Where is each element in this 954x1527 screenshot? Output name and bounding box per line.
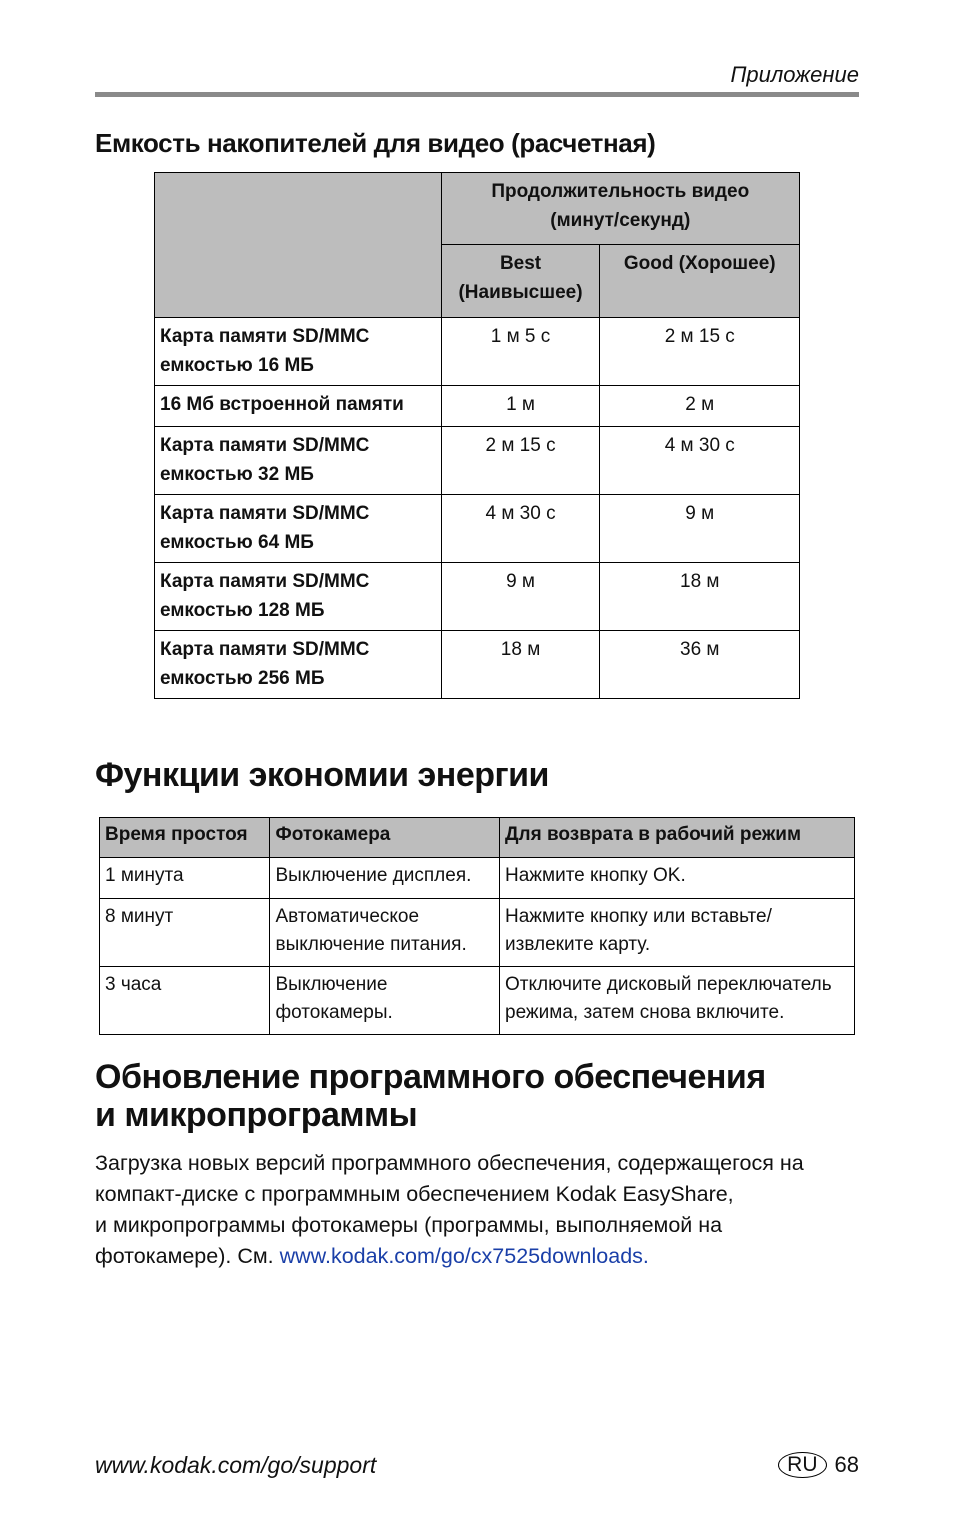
camera-cell: Выключение дисплея. <box>270 858 500 899</box>
table-row <box>155 386 800 427</box>
table-row <box>155 318 800 386</box>
running-header: Приложение <box>730 62 859 87</box>
best-value: 2 м 15 с <box>441 427 600 495</box>
best-value: 18 м <box>441 631 600 699</box>
best-value: 1 м <box>441 386 600 427</box>
table-row <box>155 563 800 631</box>
row-label: 16 Мб встроенной памяти <box>155 386 442 427</box>
table-row <box>100 858 855 899</box>
firmware-heading-line1: Обновление программного обеспечения <box>95 1058 766 1096</box>
row-label: Карта памяти SD/MMC емкостью 64 МБ <box>155 495 442 563</box>
paragraph-line: Загрузка новых версий программного обеспечения, содержащегося на <box>95 1151 804 1175</box>
firmware-heading <box>95 1058 766 1134</box>
empty-header-cell <box>155 173 442 318</box>
firmware-heading-line2: и микропрограммы <box>95 1096 418 1134</box>
return-column-header: Для возврата в рабочий режим <box>500 818 855 858</box>
idle-cell: 1 минута <box>100 858 270 899</box>
best-value: 9 м <box>441 563 600 631</box>
row-label: Карта памяти SD/MMC емкостью 16 МБ <box>155 318 442 386</box>
support-url: www.kodak.com/go/support <box>95 1452 377 1478</box>
best-column-header: Best (Наивысшее) <box>441 245 600 318</box>
table-row <box>155 631 800 699</box>
power-saving-heading: Функции экономии энергии <box>95 756 549 794</box>
good-value: 18 м <box>600 563 800 631</box>
paragraph-line <box>95 1241 855 1272</box>
header-divider <box>95 92 859 97</box>
downloads-link[interactable]: www.kodak.com/go/cx7525downloads. <box>279 1244 649 1268</box>
duration-header: Продолжительность видео (минут/секунд) <box>441 173 799 245</box>
row-label: Карта памяти SD/MMC емкостью 256 МБ <box>155 631 442 699</box>
paragraph-line: и микропрограммы фотокамеры (программы, выполняемой на <box>95 1213 723 1237</box>
language-badge: RU <box>778 1452 826 1478</box>
video-capacity-heading: Емкость накопителей для видео (расчетная) <box>95 128 656 158</box>
video-capacity-table <box>154 172 800 699</box>
idle-cell: 8 минут <box>100 899 270 967</box>
good-column-header: Good (Хорошее) <box>600 245 800 318</box>
good-value: 9 м <box>600 495 800 563</box>
idle-cell: 3 часа <box>100 967 270 1035</box>
table-row <box>100 899 855 967</box>
firmware-paragraph <box>95 1148 855 1272</box>
good-value: 4 м 30 с <box>600 427 800 495</box>
table-row <box>100 967 855 1035</box>
table-row <box>155 495 800 563</box>
best-value: 4 м 30 с <box>441 495 600 563</box>
good-value: 2 м <box>600 386 800 427</box>
camera-column-header: Фотокамера <box>270 818 500 858</box>
good-value: 2 м 15 с <box>600 318 800 386</box>
best-value: 1 м 5 с <box>441 318 600 386</box>
row-label: Карта памяти SD/MMC емкостью 32 МБ <box>155 427 442 495</box>
camera-cell: Выключение фотокамеры. <box>270 967 500 1035</box>
power-saving-table <box>99 817 855 1035</box>
page-number: 68 <box>834 1452 859 1477</box>
row-label: Карта памяти SD/MMC емкостью 128 МБ <box>155 563 442 631</box>
return-cell: Нажмите кнопку OK. <box>500 858 855 899</box>
table-row <box>155 427 800 495</box>
page-footer-right <box>778 1452 859 1478</box>
return-cell: Нажмите кнопку или вставьте/извлеките карту. <box>500 899 855 967</box>
idle-column-header: Время простоя <box>100 818 270 858</box>
paragraph-text: фотокамере). См. <box>95 1244 280 1268</box>
return-cell: Отключите дисковый переключатель режима, затем снова включите. <box>500 967 855 1035</box>
camera-cell: Автоматическое выключение питания. <box>270 899 500 967</box>
paragraph-line: компакт-диске с программным обеспечением Kodak EasyShare, <box>95 1182 734 1206</box>
good-value: 36 м <box>600 631 800 699</box>
